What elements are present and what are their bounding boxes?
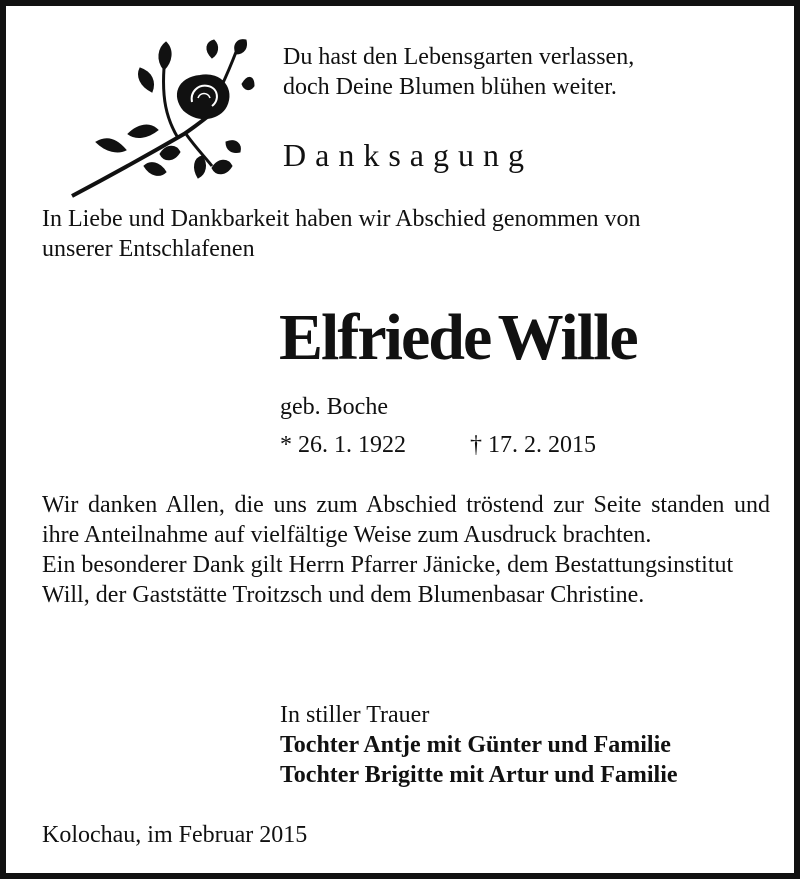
mourner-family-2: Tochter Brigitte mit Artur und Familie [280, 762, 678, 788]
motto-line-2: doch Deine Blumen blühen weiter. [283, 74, 617, 100]
death-date: † 17. 2. 2015 [470, 432, 596, 458]
rose-icon [66, 38, 256, 202]
heading-danksagung: Danksagung [283, 137, 533, 173]
mourners-signoff [280, 700, 678, 790]
signoff-intro: In stiller Trauer [280, 702, 430, 728]
mourner-family-1: Tochter Antje mit Günter und Familie [280, 732, 671, 758]
intro-line-1: In Liebe und Dankbarkeit haben wir Abschied genommen von [42, 206, 641, 232]
life-dates [280, 430, 596, 460]
birth-name: geb. Boche [280, 394, 388, 420]
thanks-text [42, 490, 770, 610]
thanks-paragraph-1: Wir danken Allen, die uns zum Abschied tröstend zur Seite standen und ihre Anteilnahme auf vielfältige Weise zum Ausdruck brachten. [42, 492, 770, 548]
place-and-date: Kolochau, im Februar 2015 [42, 822, 308, 848]
birth-date: * 26. 1. 1922 [280, 432, 406, 458]
thanks-paragraph-2: Ein besonderer Dank gilt Herrn Pfarrer Jänicke, dem Bestattungsinstitut Will, der Gaststätte Troitzsch und dem Blumenbasar Christine. [42, 552, 734, 608]
intro-text [42, 204, 641, 264]
motto-verse [283, 42, 634, 102]
deceased-name: Elfriede Wille [279, 301, 637, 374]
motto-line-1: Du hast den Lebensgarten verlassen, [283, 44, 635, 70]
intro-line-2: unserer Entschlafenen [42, 236, 255, 262]
